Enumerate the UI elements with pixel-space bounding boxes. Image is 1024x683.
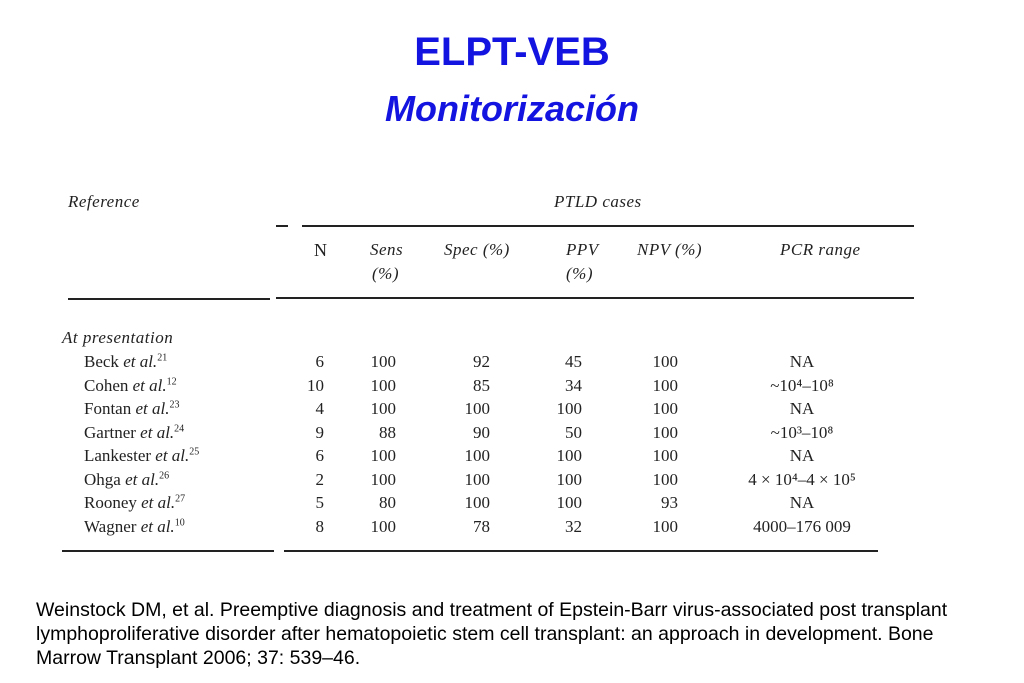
col-header-ppv-unit: (%) [566, 264, 593, 283]
et-al: et al. [125, 470, 160, 489]
slide-subtitle: Monitorización [385, 88, 639, 129]
spec-cell: 78 [473, 517, 490, 536]
n-cell: 6 [315, 352, 324, 371]
reference-number: 25 [189, 446, 200, 458]
reference-number: 21 [157, 352, 168, 364]
col-header-sens-unit: (%) [372, 264, 399, 283]
ppv-cell: 34 [565, 376, 582, 395]
sens-cell: 100 [370, 470, 396, 489]
reference-cell [84, 423, 184, 443]
ptld-cases-header: PTLD cases [554, 192, 642, 211]
pcr-cell: ~10⁴–10⁸ [770, 376, 834, 395]
author-name: Beck [84, 352, 119, 371]
col-header-ppv: PPV [566, 240, 599, 259]
reference-number: 24 [174, 423, 185, 435]
slide-title: ELPT-VEB [414, 30, 610, 74]
sens-cell: 100 [370, 399, 396, 418]
reference-number: 26 [159, 470, 170, 482]
et-al: et al. [140, 517, 175, 536]
column-rule-left [68, 298, 270, 300]
author-name: Lankester [84, 446, 152, 465]
et-al: et al. [123, 352, 158, 371]
sens-cell: 88 [379, 423, 396, 442]
n-cell: 9 [315, 423, 324, 442]
ppv-cell: 100 [556, 470, 582, 489]
reference-cell [84, 493, 185, 513]
author-name: Fontan [84, 399, 132, 418]
col-header-npv: NPV (%) [637, 240, 703, 259]
spec-cell: 100 [464, 446, 490, 465]
sens-cell: 100 [370, 352, 396, 371]
sens-cell: 100 [370, 376, 396, 395]
n-cell: 4 [315, 399, 324, 418]
spec-cell: 90 [473, 423, 490, 442]
npv-cell: 100 [652, 423, 678, 442]
reference-cell [84, 352, 167, 372]
spec-cell: 100 [464, 399, 490, 418]
col-header-spec: Spec (%) [444, 240, 510, 259]
et-al: et al. [135, 399, 170, 418]
reference-header: Reference [68, 192, 140, 211]
author-name: Gartner [84, 423, 136, 442]
n-cell: 6 [315, 446, 324, 465]
npv-cell: 100 [652, 517, 678, 536]
npv-cell: 100 [652, 446, 678, 465]
author-name: Wagner [84, 517, 137, 536]
column-rule-right [276, 297, 914, 299]
et-al: et al. [141, 493, 176, 512]
n-cell: 8 [315, 517, 324, 536]
pcr-cell: 4 × 10⁴–4 × 10⁵ [748, 470, 856, 489]
npv-cell: 100 [652, 399, 678, 418]
reference-number: 23 [169, 399, 180, 411]
et-al: et al. [155, 446, 190, 465]
ppv-cell: 50 [565, 423, 582, 442]
header-rule-short [276, 225, 288, 227]
n-cell: 2 [315, 470, 324, 489]
ppv-cell: 45 [565, 352, 582, 371]
n-cell: 5 [315, 493, 324, 512]
spec-cell: 100 [464, 470, 490, 489]
spec-cell: 92 [473, 352, 490, 371]
spec-cell: 100 [464, 493, 490, 512]
header-rule-group [302, 225, 914, 227]
reference-cell [84, 446, 199, 466]
reference-number: 27 [175, 493, 186, 505]
n-cell: 10 [307, 376, 324, 395]
author-name: Cohen [84, 376, 129, 395]
col-header-sens: Sens [370, 240, 404, 259]
ppv-cell: 100 [556, 493, 582, 512]
et-al: et al. [140, 423, 175, 442]
author-name: Rooney [84, 493, 137, 512]
col-header-pcr: PCR range [780, 240, 861, 259]
ppv-cell: 100 [556, 399, 582, 418]
pcr-cell: ~10³–10⁸ [770, 423, 834, 442]
pcr-cell: NA [789, 446, 815, 465]
reference-cell [84, 470, 169, 490]
section-label: At presentation [62, 328, 174, 347]
pcr-cell: NA [789, 493, 815, 512]
sens-cell: 100 [370, 446, 396, 465]
reference-cell [84, 517, 185, 537]
pcr-cell: 4000–176 009 [753, 517, 851, 536]
col-header-n: N [314, 240, 327, 260]
bottom-rule-left [62, 550, 274, 552]
npv-cell: 100 [652, 470, 678, 489]
npv-cell: 100 [652, 352, 678, 371]
reference-cell [84, 376, 177, 396]
bottom-rule-right [284, 550, 878, 552]
ppv-cell: 32 [565, 517, 582, 536]
reference-cell [84, 399, 179, 419]
npv-cell: 93 [661, 493, 678, 512]
author-name: Ohga [84, 470, 121, 489]
npv-cell: 100 [652, 376, 678, 395]
pcr-cell: NA [789, 399, 815, 418]
spec-cell: 85 [473, 376, 490, 395]
sens-cell: 100 [370, 517, 396, 536]
pcr-cell: NA [789, 352, 815, 371]
sens-cell: 80 [379, 493, 396, 512]
ppv-cell: 100 [556, 446, 582, 465]
reference-number: 10 [174, 517, 185, 529]
reference-number: 12 [166, 376, 177, 388]
et-al: et al. [132, 376, 167, 395]
citation-text: Weinstock DM, et al. Preemptive diagnosis and treatment of Epstein-Barr virus-associated post transplant lymphoproliferative disorder after hematopoietic stem cell transplant: an approach in development. Bone Marrow Transplant 2006; 37: 539–46. [36, 599, 948, 669]
